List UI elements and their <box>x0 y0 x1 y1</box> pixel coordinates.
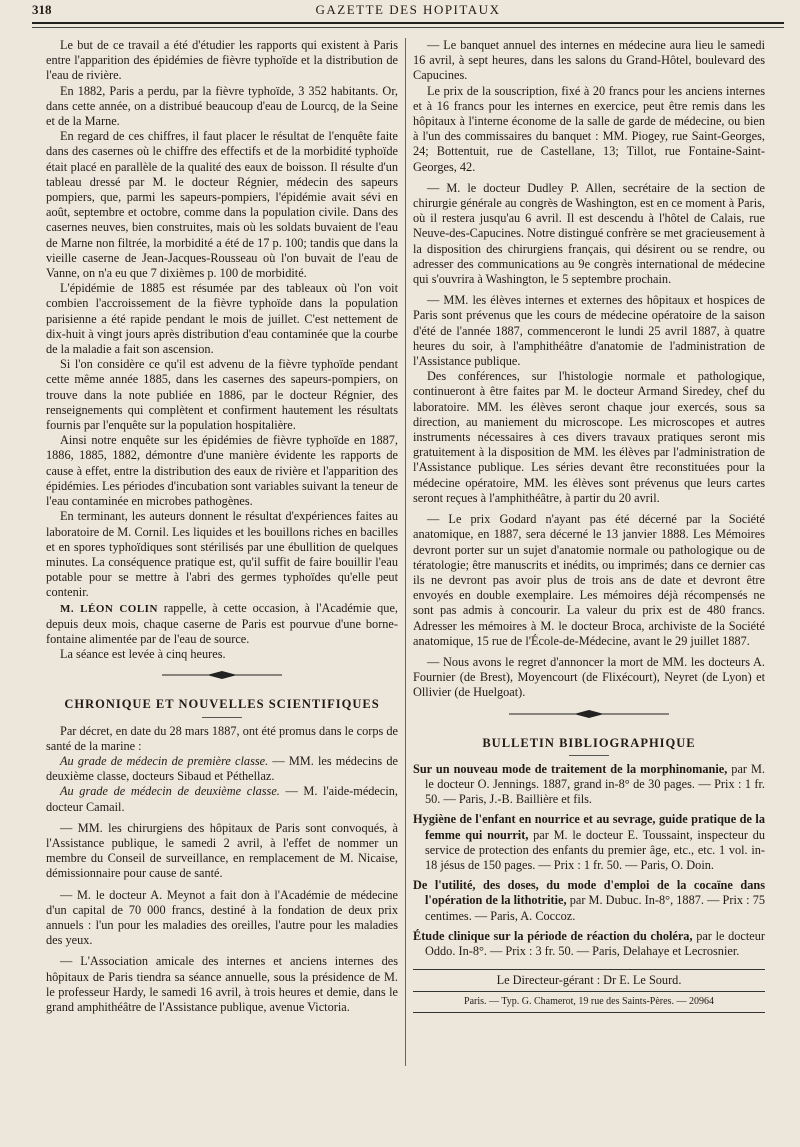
journal-title: GAZETTE DES HOPITAUX <box>315 2 501 17</box>
paragraph-text: — M. l'aide-médecin, docteur Camail. <box>46 784 398 814</box>
header-rule-thin <box>32 27 784 28</box>
short-rule <box>202 717 242 718</box>
section-ornament <box>413 708 765 722</box>
entry-title: Étude clinique sur la période de réaction du choléra, <box>413 928 693 943</box>
paragraph: Le prix de la souscription, fixé à 20 francs pour les anciens internes et à 16 francs pour les internes en exercice, peut être remis dans les hôpitaux à l'interne économe de la salle de garde de médecine, ou bien à l'un des commissaires du banquet : MM. Piogey, rue Saint-Georges, 24; Bottentuit, rue de Castellane, 13; Tillot, rue Fontaine-Saint-Georges, 42. <box>413 83 765 174</box>
paragraph: — Nous avons le regret d'annoncer la mort de MM. les docteurs A. Fournier (de Brest), Moyencourt (de Flixécourt), Neyret (de Lyon) et Ollivier (de Huelgoat). <box>413 654 765 700</box>
column-divider <box>405 38 406 1066</box>
paragraph: Si l'on considère ce qu'il est advenu de la fièvre typhoïde pendant cette même année 1885, dans les casernes des sapeurs-pompiers, on trouve dans la note publiée en 1886, par le docteur Régnier, des renseignements qui complètent et confirment hautement les résultats fournis par l'enquête sur la population hospitalière. <box>46 357 398 433</box>
speaker-name: M. LÉON COLIN <box>60 602 158 615</box>
paragraph: En 1882, Paris a perdu, par la fièvre typhoïde, 3 352 habitants. Or, dans cette année, on a distribué beaucoup d'eau de Lourcq, de la Seine et de la Marne. <box>46 83 398 129</box>
paragraph: — L'Association amicale des internes et anciens internes des hôpitaux de Paris tiendra sa séance annuelle, sous la présidence de M. le professeur Hardy, le samedi 16 avril, à trois heures et demie, dans le grand amphithéâtre de l'Assistance publique, avenue Victoria. <box>46 954 398 1014</box>
italic-text: Au grade de médecin de deuxième classe. <box>60 784 280 799</box>
entry-details: par M. Dubuc. In-8°, 1887. — Prix : 75 centimes. — Paris, A. Coccoz. <box>425 893 765 923</box>
paragraph: En regard de ces chiffres, il faut placer le résultat de l'enquête faite dans des casernes où le chiffre des effectifs et de la morbidité typhoïde était placé en parallèle de la qualité des eaux de boisson. Il résulte d'un tableau dressé par M. le docteur Régnier, médecin des sapeurs pompiers, que, parmi les sapeurs-pompiers, l'épidémie avait sévi en août, septembre et octobre, comme dans la population civile. Dans des casernes neuves, bien construites, mais où les soldats buvaient de l'eau de Marne non filtrée, la morbidité a été de 17 p. 100; tandis que dans la vieille caserne de Jean-Jacques-Rousseau où l'on buvait de l'eau de Vanne, on n'a eu que 7 dixièmes p. 100 de morbidité. <box>46 129 398 281</box>
bibliography-entry <box>413 878 765 924</box>
right-column <box>413 38 765 1013</box>
director-signature: Le Directeur-gérant : Dr E. Le Sourd. <box>496 973 682 988</box>
section-ornament <box>46 669 398 683</box>
bibliography-entry <box>413 762 765 808</box>
paragraph: En terminant, les auteurs donnent le résultat d'expériences faites au laboratoire de M. Cornil. Les liquides et les bouillons riches en bacilles et en spores typhoïdiques sont stérilisés par une ébullition de quelques minutes. La conséquence pratique est, qu'il suffit de faire bouillir l'eau potable pour se mettre à l'abri des germes typhoïdes qu'elle peut contenir. <box>46 509 398 600</box>
paragraph: — Le prix Godard n'ayant pas été décerné par la Société anatomique, en 1887, sera décerné le 13 janvier 1888. Les Mémoires devront porter sur un sujet d'anatomie normale ou pathologique ou de tératologie; être manuscrits et inédits, ou imprimés; dans ce dernier cas ils ne devront pas avoir plus de trois ans de date et devront être envoyés en double exemplaire. Les mémoires déjà récompensés ne sont pas admis à concourir. La valeur du prix est de 480 francs. Adresser les mémoires à M. le docteur Broca, archiviste de la Société anatomique, 15 rue de l'École-de-Médecine, avant le 29 juillet 1887. <box>413 512 765 648</box>
footer-rule <box>413 991 765 992</box>
paragraph: — M. le docteur A. Meynot a fait don à l'Académie de médecine d'un capital de 70 000 francs, destiné à la fondation de deux prix annuels : l'un pour les maladies des oreilles, l'autre pour les maladies des yeux. <box>46 887 398 948</box>
page-number: 318 <box>32 2 52 17</box>
paragraph <box>46 754 398 784</box>
paragraph: Par décret, en date du 28 mars 1887, ont été promus dans le corps de santé de la marine : <box>46 723 398 753</box>
paragraph-text: rappelle, à cette occasion, à l'Académie que, depuis deux mois, chaque caserne de Paris est pourvue d'une borne-fontaine alimentée par de l'eau de source. <box>46 600 398 646</box>
paragraph: — Le banquet annuel des internes en médecine aura lieu le samedi 16 avril, à sept heures, dans les salons du Grand-Hôtel, boulevard des Capucines. <box>413 38 765 83</box>
entry-title: De l'utilité, des doses, du mode d'emploi de la cocaïne dans l'opération de la lithotritie, <box>413 878 765 908</box>
page-header <box>32 2 784 20</box>
paragraph-text: — MM. les médecins de deuxième classe, docteurs Sibaud et Péthellaz. <box>46 753 398 784</box>
paragraph <box>46 601 398 648</box>
paragraph: Des conférences, sur l'histologie normale et pathologique, continueront à être faites par M. le docteur Armand Siredey, chef du laboratoire. MM. les élèves seront chaque jour exercés, sous sa direction, au maniement du microscope. Les microscopes et autres instruments nécessaires à ces divers travaux pratiques seront mis gratuitement à la disposition de MM. les élèves par l'administration de l'Assistance publique. Les séries devant être reconstituées pour la médecine opératoire, MM. les élèves sont prévenus que leurs cartes seront reçues à l'amphithéâtre, à partir du 20 avril. <box>413 369 765 505</box>
entry-title: Sur un nouveau mode de traitement de la morphinomanie, <box>413 761 728 776</box>
footer-rule <box>413 1012 765 1013</box>
entry-details: par le docteur Oddo. In-8°. — Prix : 3 fr. 50. — Paris, Delahaye et Lecrosnier. <box>425 928 765 958</box>
paragraph <box>46 784 398 814</box>
bibliography-entry <box>413 929 765 959</box>
page-footer <box>413 969 765 1012</box>
section-title: CHRONIQUE ET NOUVELLES SCIENTIFIQUES <box>64 697 380 712</box>
section-title: BULLETIN BIBLIOGRAPHIQUE <box>482 735 696 750</box>
bibliography-entry <box>413 812 765 873</box>
printer-line: Paris. — Typ. G. Chamerot, 19 rue des Saints-Pères. — 20964 <box>464 996 714 1008</box>
paragraph: La séance est levée à cinq heures. <box>60 647 226 662</box>
entry-title: Hygiène de l'enfant en nourrice et au sevrage, guide pratique de la femme qui nourrit, <box>413 812 765 842</box>
paragraph: L'épidémie de 1885 est résumée par des tableaux où l'on voit combien l'accroissement de la fièvre typhoïde dans la population parisienne a été rapide pendant le mois de juillet. C'est nettement de dix-huit à vingt jours après distribution d'eau contaminée que la courbe de la maladie a fait son ascension. <box>46 281 398 357</box>
italic-text: Au grade de médecin de première classe. <box>60 753 269 768</box>
footer-rule <box>413 969 765 970</box>
entry-details: par M. le docteur O. Jennings. 1887, grand in-8° de 30 pages. — Prix : 1 fr. 50. — Paris, J.-B. Baillière et fils. <box>425 761 766 807</box>
entry-details: par M. le docteur E. Toussaint, inspecteur du service de protection des enfants du premier âge, etc., etc. 1 vol. in-18 jésus de 150 pages. — Prix : 1 fr. 50. — Paris, O. Doin. <box>425 827 765 872</box>
paragraph: Ainsi notre enquête sur les épidémies de fièvre typhoïde en 1887, 1886, 1885, 1882, démontre d'une manière évidente les rapports de cause à effet, entre la distribution des eaux de rivière et l'apparition des épidémies. Les périodes d'incubation sont variables suivant la teneur de l'eau contaminée en microbes pathogènes. <box>46 433 398 509</box>
paragraph: — MM. les chirurgiens des hôpitaux de Paris sont convoqués, à l'Assistance publique, le samedi 2 avril, à l'effet de nommer un membre du Conseil de surveillance, en remplacement de M. Nicaise, démissionnaire pour cause de santé. <box>46 820 398 881</box>
paragraph: — M. le docteur Dudley P. Allen, secrétaire de la section de chirurgie générale au congrès de Washington, est en ce moment à Paris, où il restera jusqu'au 6 avril. Il est descendu à l'hôtel de Calais, rue Neuve-des-Capucines. Notre distingué confrère se met gracieusement à la disposition des chirurgiens français, qui désirent ou se rendre, ou adresser des communications au 9e congrès international de médecine qui s'ouvrira à Washington, le 5 septembre prochain. <box>413 180 765 287</box>
paragraph: — MM. les élèves internes et externes des hôpitaux et hospices de Paris sont prévenus que les cours de médecine opératoire de la saison d'été de l'année 1887, commenceront le lundi 25 avril 1887, à quatre heures du soir, à l'amphithéâtre d'anatomie de l'administration de l'Assistance publique. <box>413 293 765 369</box>
left-column <box>46 38 398 1015</box>
paragraph: Le but de ce travail a été d'étudier les rapports qui existent à Paris entre l'apparition des épidémies de fièvre typhoïde et la distribution de l'eau de rivière. <box>46 38 398 83</box>
short-rule <box>569 755 609 756</box>
header-rule-thick <box>32 22 784 24</box>
